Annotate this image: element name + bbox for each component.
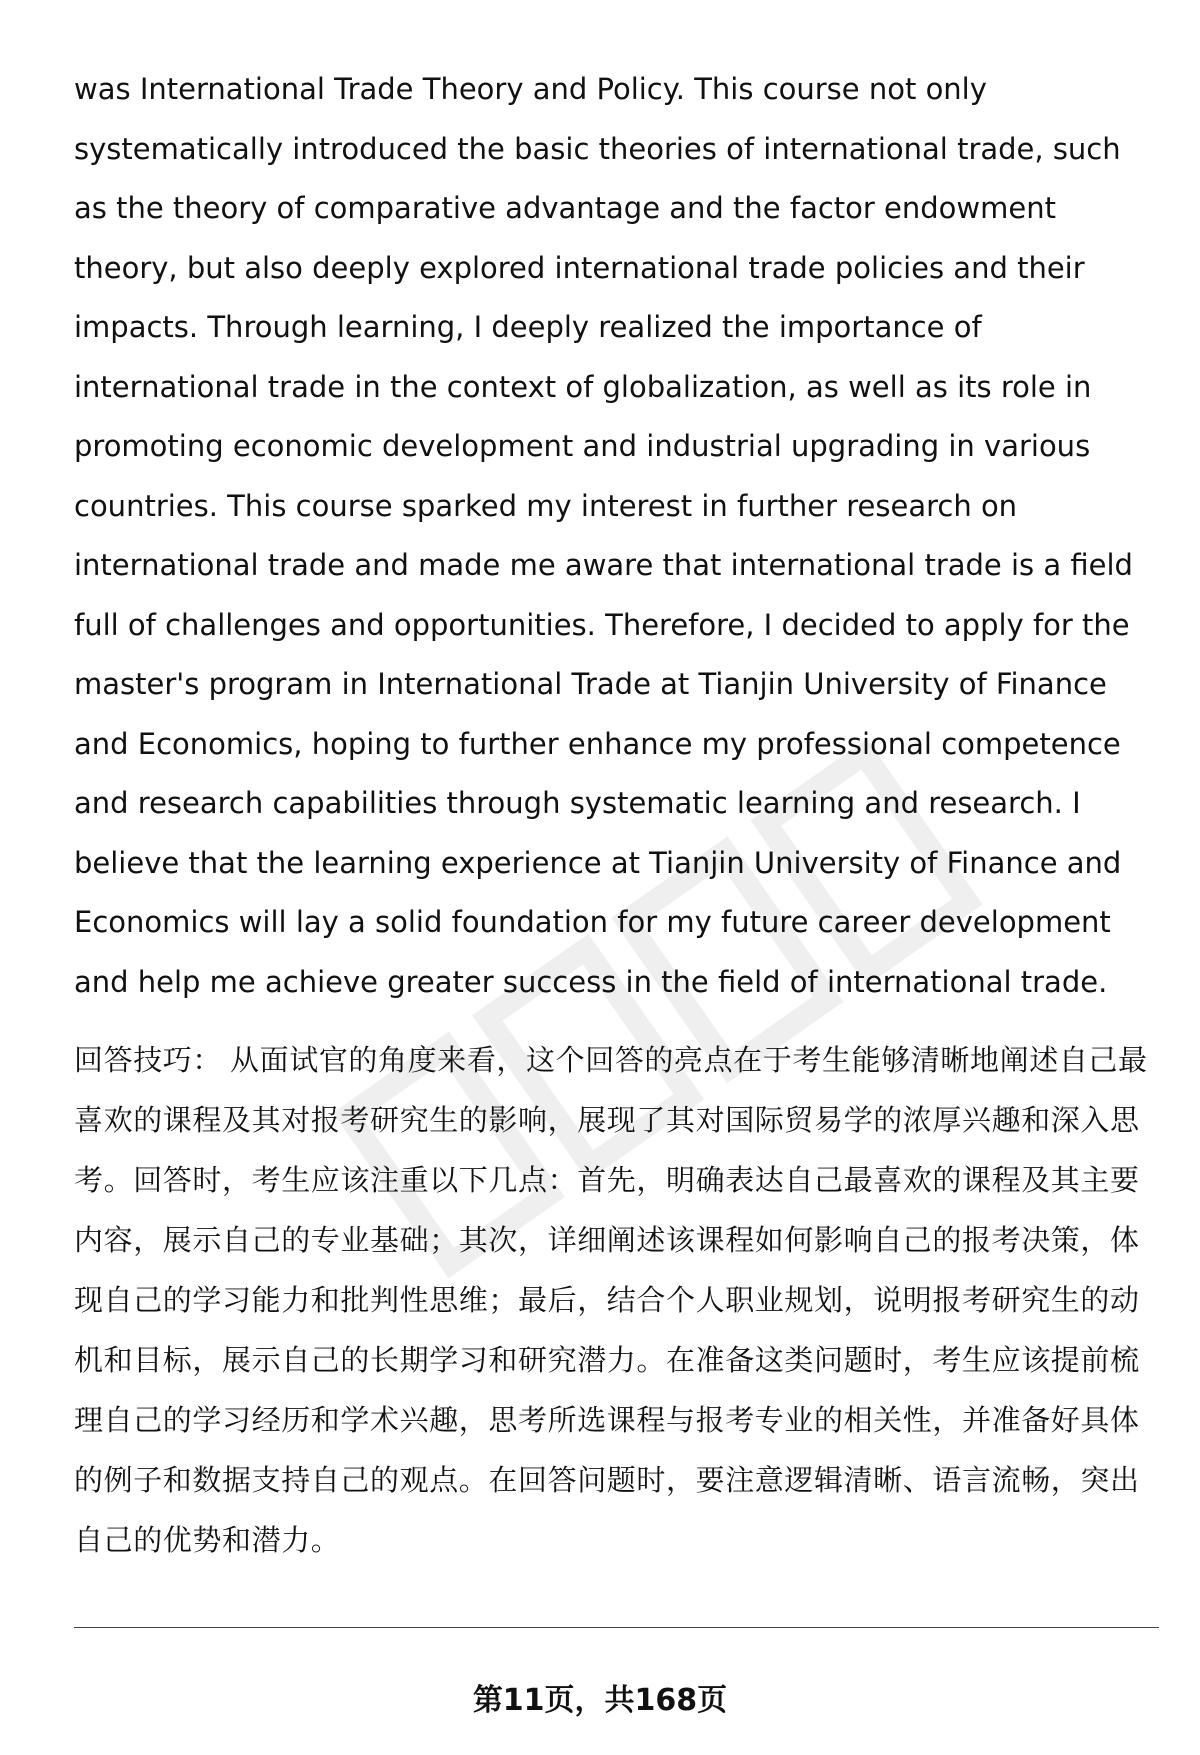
answer-tips-label: 回答技巧： [74, 1043, 223, 1077]
document-body [74, 60, 1159, 1570]
english-answer-paragraph: was International Trade Theory and Policy. This course not only systematically introduced the basic theories of international trade, such as the theory of comparative advantage and the factor endowment theory, but also deeply explored international trade policies and their impacts. Through learning, I deeply realized the importance of international trade in the context of globalization, as well as its role in promoting economic development and industrial upgrading in various countries. This course sparked my interest in further research on international trade and made me aware that international trade is a field full of challenges and opportunities. Therefore, I decided to apply for the master's program in International Trade at Tianjin University of Finance and Economics, hoping to further enhance my professional competence and research capabilities through systematic learning and research. I believe that the learning experience at Tianjin University of Finance and Economics will lay a solid foundation for my future career development and help me achieve greater success in the field of international trade. [74, 72, 1133, 999]
answer-tips-paragraph [74, 1030, 1159, 1570]
footer-divider [74, 1627, 1159, 1628]
page-number: 第11页，共168页 [472, 1683, 728, 1718]
answer-tips-text: 从面试官的角度来看，这个回答的亮点在于考生能够清晰地阐述自己最喜欢的课程及其对报考研究生的影响，展现了其对国际贸易学的浓厚兴趣和深入思考。回答时，考生应该注重以下几点：首先，明确表达自己最喜欢的课程及其主要内容，展示自己的专业基础；其次，详细阐述该课程如何影响自己的报考决策，体现自己的学习能力和批判性思维；最后，结合个人职业规划，说明报考研究生的动机和目标，展示自己的长期学习和研究潜力。在准备这类问题时，考生应该提前梳理自己的学习经历和学术兴趣，思考所选课程与报考专业的相关性，并准备好具体的例子和数据支持自己的观点。在回答问题时，要注意逻辑清晰、语言流畅，突出自己的优势和潜力。 [74, 1043, 1148, 1557]
